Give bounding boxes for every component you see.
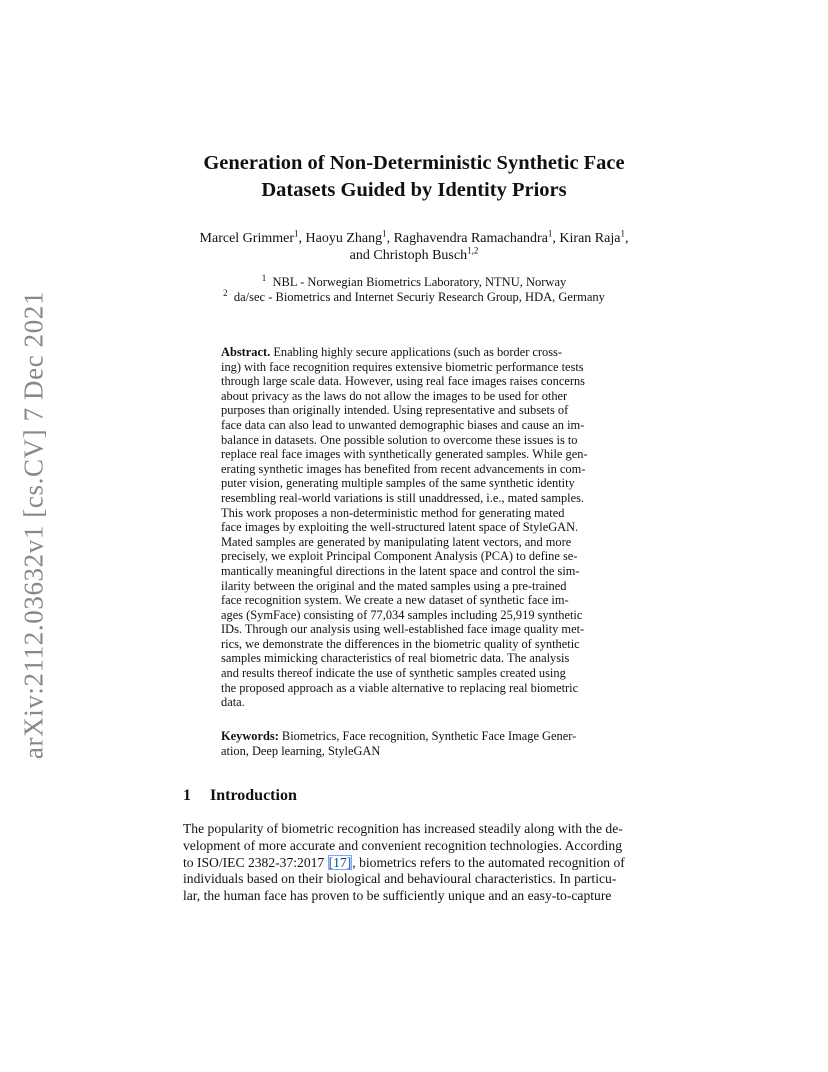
abstract-line: face recognition system. We create a new dataset of synthetic face im- <box>221 593 569 608</box>
abstract-line: the proposed approach as a viable alternative to replacing real biometric <box>221 680 579 695</box>
abstract-line: puter vision, generating multiple samples of the same synthetic identity <box>221 476 575 491</box>
author-affil-sup: 1,2 <box>467 245 479 256</box>
keywords <box>221 729 613 758</box>
keywords-label: Keywords: <box>221 729 279 743</box>
abstract-line: rics, we demonstrate the differences in the biometric quality of synthetic <box>221 636 580 651</box>
intro-line <box>183 855 651 872</box>
affiliation-sup: 1 <box>261 272 267 283</box>
abstract-line: ilarity between the original and the mated samples using a pre-trained <box>221 578 567 593</box>
title-line-2: Datasets Guided by Identity Priors <box>261 179 567 201</box>
keywords-line-2: ation, Deep learning, StyleGAN <box>221 743 381 758</box>
intro-paragraph <box>183 821 651 905</box>
abstract-line: mantically meaningful directions in the latent space and control the sim- <box>221 563 580 578</box>
intro-line-text: to ISO/IEC 2382-37:2017 <box>183 854 328 870</box>
abstract-line: IDs. Through our analysis using well-established face image quality met- <box>221 622 585 637</box>
author-affil-sup: 1 <box>547 228 553 239</box>
abstract-line: face data can also lead to unwanted demographic biases and cause an im- <box>221 417 585 432</box>
author-line-2 <box>160 247 668 264</box>
author-name: , Haoyu Zhang <box>298 231 383 246</box>
affiliation-1 <box>150 272 678 290</box>
abstract-line: and results thereof indicate the use of synthetic samples created using <box>221 666 566 681</box>
abstract-line: balance in datasets. One possible solution to overcome these issues is to <box>221 432 578 447</box>
abstract-line: replace real face images with synthetically generated samples. While gen- <box>221 447 588 462</box>
affiliation-text: NBL - Norwegian Biometrics Laboratory, NTNU, Norway <box>272 275 567 289</box>
intro-line: velopment of more accurate and convenient recognition technologies. According <box>183 837 622 853</box>
abstract-line: ages (SymFace) consisting of 77,034 samples including 25,919 synthetic <box>221 607 583 622</box>
abstract-line: precisely, we exploit Principal Component Analysis (PCA) to define se- <box>221 549 578 564</box>
author-name: , Raghavendra Ramachandra <box>386 231 548 246</box>
intro-line: lar, the human face has proven to be sufficiently unique and an easy-to-capture <box>183 888 612 904</box>
abstract-line: face images by exploiting the well-structured latent space of StyleGAN. <box>221 520 579 535</box>
intro-line: The popularity of biometric recognition has increased steadily along with the de- <box>183 821 623 836</box>
abstract-line: samples mimicking characteristics of real biometric data. The analysis <box>221 651 570 666</box>
abstract-line: Mated samples are generated by manipulating latent vectors, and more <box>221 534 572 549</box>
abstract <box>221 345 613 710</box>
citation-link[interactable]: [17] <box>328 854 352 870</box>
author-list <box>160 230 668 264</box>
abstract-line: data. <box>221 695 245 710</box>
author-affil-sup: 1 <box>620 228 625 239</box>
author-affil-sup: 1 <box>294 228 299 239</box>
abstract-label: Abstract. <box>221 345 271 359</box>
abstract-line: This work proposes a non-deterministic method for generating mated <box>221 505 565 520</box>
arxiv-identifier: arXiv:2112.03632v1 [cs.CV] 7 Dec 2021 <box>18 290 49 760</box>
title-line-1: Generation of Non-Deterministic Synthetic Face <box>203 152 625 174</box>
paper-title <box>150 150 678 204</box>
author-affil-sup: 1 <box>382 228 387 239</box>
author-name: and Christoph Busch <box>349 248 468 263</box>
intro-line-text: , biometrics refers to the automated recognition of <box>352 854 625 870</box>
affiliation-sup: 2 <box>223 287 228 298</box>
section-number: 1 <box>183 787 191 804</box>
keywords-line-1 <box>221 729 613 744</box>
keywords-text: Biometrics, Face recognition, Synthetic Face Image Gener- <box>278 729 577 743</box>
intro-line: individuals based on their biological and behavioural characteristics. In particu- <box>183 871 617 887</box>
affiliation-2 <box>150 287 678 305</box>
author-name: Marcel Grimmer <box>199 231 294 246</box>
abstract-line: through large scale data. However, using real face images raises concerns <box>221 374 585 389</box>
abstract-line: erating synthetic images has benefited from recent advancements in com- <box>221 461 586 476</box>
author-separator: , <box>624 231 629 246</box>
section-heading <box>183 786 583 806</box>
affiliation-text: da/sec - Biometrics and Internet Securiy Research Group, HDA, Germany <box>233 290 605 304</box>
author-name: , Kiran Raja <box>552 231 621 246</box>
author-line-1 <box>160 230 668 247</box>
abstract-line-text: Enabling highly secure applications (such as border cross- <box>270 345 563 359</box>
abstract-line <box>221 345 613 360</box>
abstract-line: ing) with face recognition requires extensive biometric performance tests <box>221 359 584 374</box>
abstract-line: about privacy as the laws do not allow the images to be used for other <box>221 388 568 403</box>
abstract-line: resembling real-world variations is still unaddressed, i.e., mated samples. <box>221 490 585 505</box>
affiliations <box>150 272 678 305</box>
section-title: Introduction <box>210 787 297 804</box>
abstract-line: purposes than originally intended. Using representative and subsets of <box>221 403 569 418</box>
